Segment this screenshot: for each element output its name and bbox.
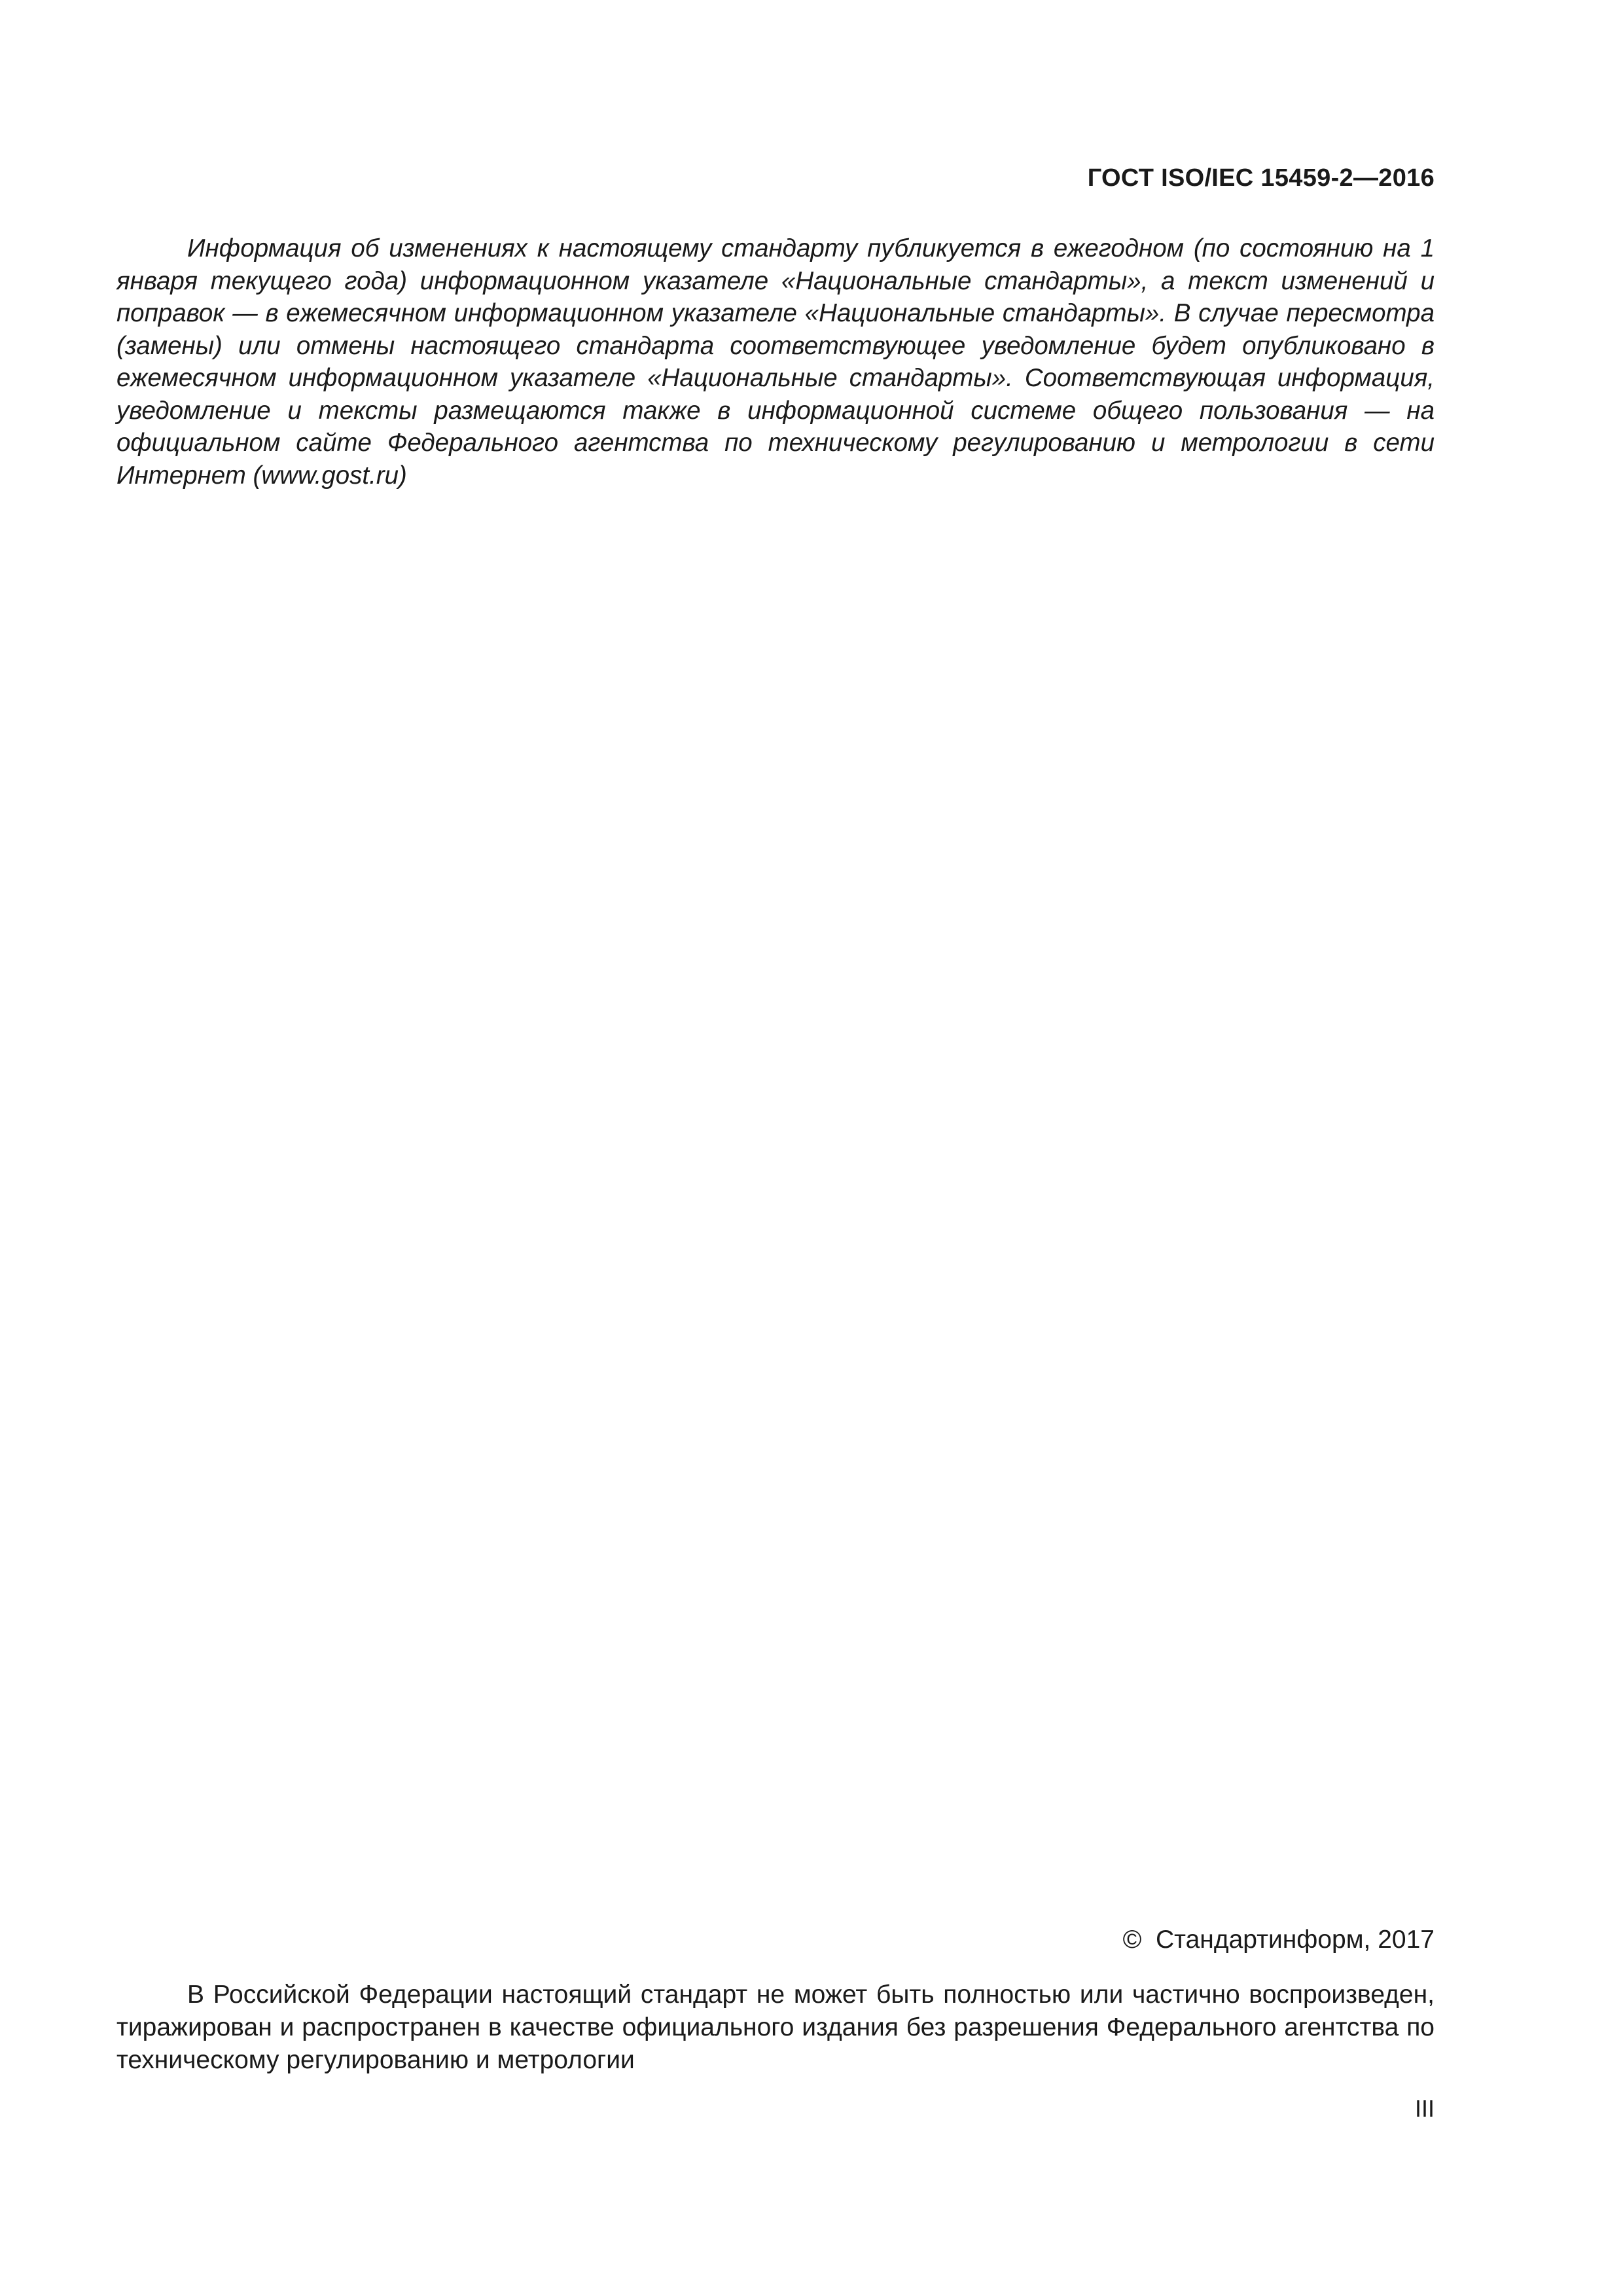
- copyright-notice: © Стандартинформ, 2017: [1122, 1926, 1435, 1954]
- standard-code-header: ГОСТ ISO/IEC 15459-2—2016: [1087, 164, 1435, 192]
- reproduction-rights-paragraph: В Российской Федерации настоящий стандарт не может быть полностью или частично воспроизведен, тиражирован и распространен в качестве официального издания без разрешения Федерального агентства по техническому регулированию и метрологии: [116, 1981, 1435, 2074]
- amendments-notice-paragraph: Информация об изменениях к настоящему стандарту публикуется в ежегодном (по состоянию на 1 января текущего года) информационном указателе «Национальные стандарты», а текст изменений и поправок — в ежемесячном информационном указателе «Национальные стандарты». В случае пересмотра (замены) или отмены настоящего стандарта соответствующее уведомление будет опубликовано в ежемесячном информационном указателе «Национальные стандарты». Соответствующая информация, уведомление и тексты размещаются также в информационной системе общего пользования — на официальном сайте Федерального агентства по техническому регулированию и метрологии в сети Интернет (www.gost.ru): [116, 234, 1435, 490]
- page-number: III: [1414, 2095, 1435, 2122]
